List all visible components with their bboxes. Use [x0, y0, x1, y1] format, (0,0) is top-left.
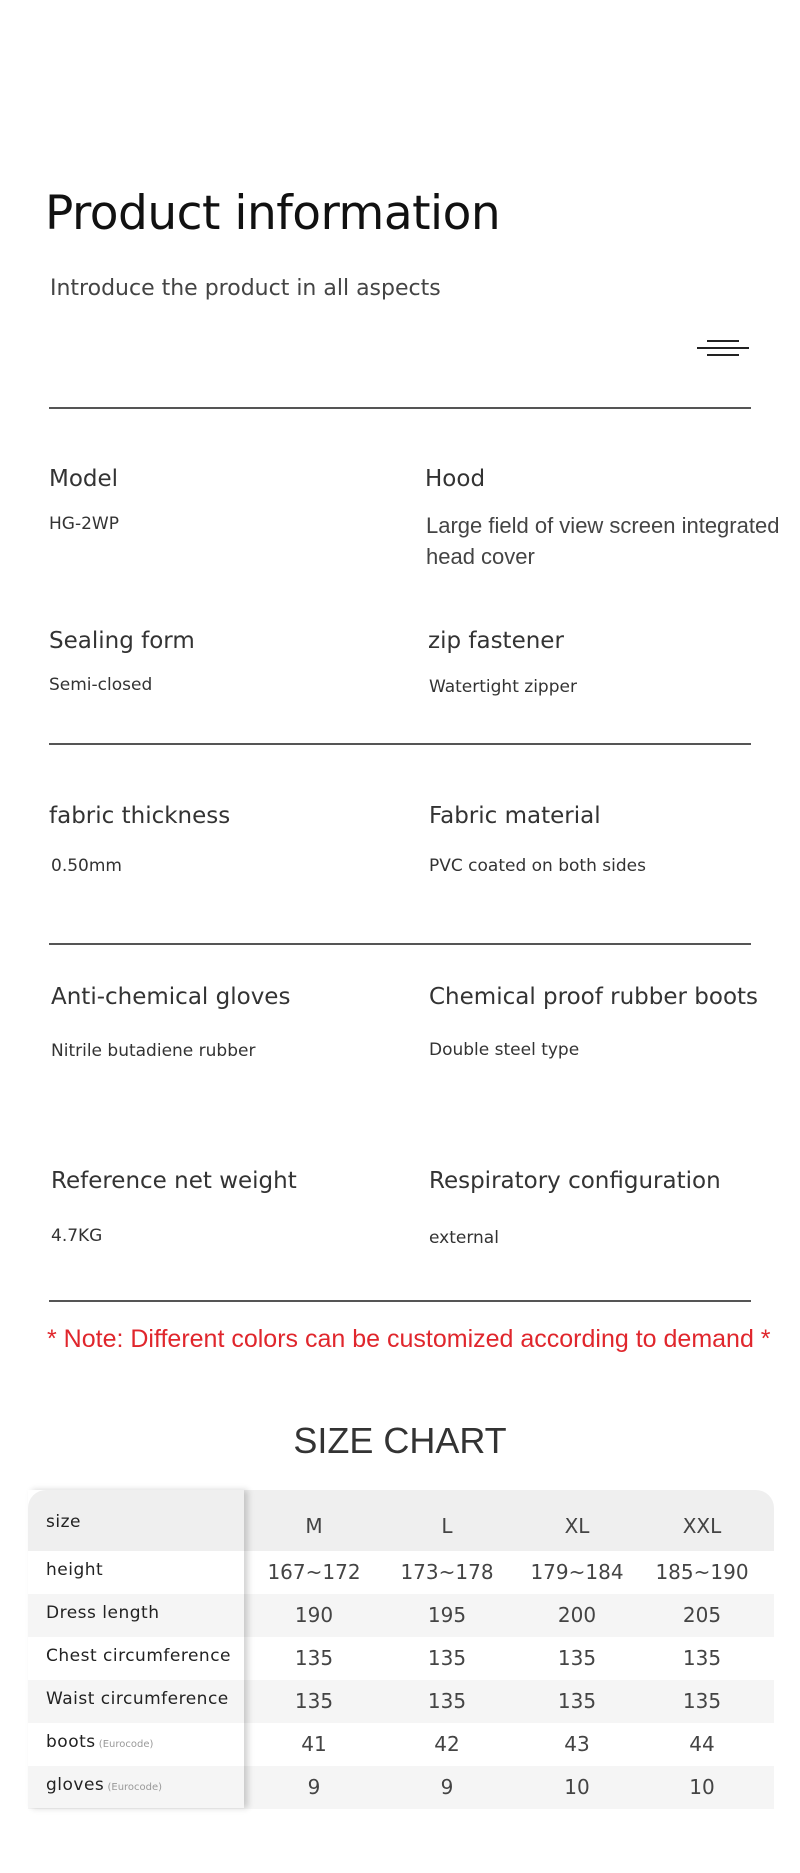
row-label-suffix: (Eurocode) [95, 1739, 154, 1750]
divider [49, 1300, 751, 1302]
spec-label-weight: Reference net weight [51, 1168, 297, 1194]
size-header-m: M [305, 1514, 323, 1538]
row-label: boots (Eurocode) [46, 1732, 154, 1752]
size-header-l: L [441, 1514, 453, 1538]
spec-label-thickness: fabric thickness [49, 803, 231, 829]
divider [49, 407, 751, 409]
table-cell: 43 [564, 1732, 590, 1756]
spec-value-gloves: Nitrile butadiene rubber [51, 1041, 256, 1061]
spec-label-hood: Hood [425, 466, 486, 492]
table-cell: 135 [294, 1689, 334, 1713]
table-cell: 205 [682, 1603, 722, 1627]
spec-label-gloves: Anti-chemical gloves [51, 984, 291, 1010]
spec-label-zip: zip fastener [428, 628, 564, 654]
divider [49, 943, 751, 945]
table-cell: 10 [564, 1775, 590, 1799]
row-label: Waist circumference [46, 1689, 229, 1709]
table-cell: 135 [557, 1646, 597, 1670]
table-cell: 135 [294, 1646, 334, 1670]
table-cell: 42 [434, 1732, 460, 1756]
table-cell: 173~178 [400, 1560, 494, 1584]
table-cell: 135 [557, 1689, 597, 1713]
menu-lines-icon [697, 340, 749, 360]
table-cell: 44 [689, 1732, 715, 1756]
spec-value-thickness: 0.50mm [51, 856, 122, 876]
size-header-xxl: XXL [682, 1514, 722, 1538]
table-cell: 135 [427, 1646, 467, 1670]
size-chart-table [28, 1490, 774, 1808]
row-label: gloves (Eurocode) [46, 1775, 163, 1795]
customization-note: * Note: Different colors can be customized according to demand * [47, 1325, 771, 1353]
row-label-suffix: (Eurocode) [104, 1782, 163, 1793]
table-cell: 179~184 [530, 1560, 624, 1584]
size-header-label: size [46, 1512, 81, 1532]
spec-value-model: HG-2WP [49, 514, 119, 534]
size-chart-title: SIZE CHART [293, 1420, 507, 1461]
table-cell: 185~190 [655, 1560, 749, 1584]
page-title: Product information [45, 186, 501, 241]
table-cell: 9 [307, 1775, 321, 1799]
spec-label-boots: Chemical proof rubber boots [429, 984, 759, 1010]
table-cell: 200 [557, 1603, 597, 1627]
size-header-xl: XL [564, 1514, 590, 1538]
table-cell: 190 [294, 1603, 334, 1627]
table-cell: 10 [689, 1775, 715, 1799]
table-cell: 135 [427, 1689, 467, 1713]
spec-label-model: Model [49, 466, 119, 492]
row-label: Dress length [46, 1603, 160, 1623]
row-label: height [46, 1560, 104, 1580]
spec-value-weight: 4.7KG [51, 1226, 103, 1246]
table-cell: 135 [682, 1689, 722, 1713]
spec-value-zip: Watertight zipper [429, 677, 577, 697]
table-cell: 9 [440, 1775, 454, 1799]
spec-value-respiratory: external [429, 1228, 499, 1248]
spec-value-sealing: Semi-closed [49, 675, 153, 695]
table-cell: 167~172 [267, 1560, 361, 1584]
spec-value-boots: Double steel type [429, 1040, 580, 1060]
page-subtitle: Introduce the product in all aspects [50, 276, 441, 301]
spec-value-material: PVC coated on both sides [429, 856, 646, 876]
row-label: Chest circumference [46, 1646, 231, 1666]
table-cell: 195 [427, 1603, 467, 1627]
spec-label-respiratory: Respiratory configuration [429, 1168, 721, 1194]
spec-label-material: Fabric material [429, 803, 601, 829]
spec-label-sealing: Sealing form [49, 628, 195, 654]
table-cell: 135 [682, 1646, 722, 1670]
spec-value-hood: Large field of view screen integrated head cover [426, 513, 780, 569]
divider [49, 743, 751, 745]
table-cell: 41 [301, 1732, 327, 1756]
